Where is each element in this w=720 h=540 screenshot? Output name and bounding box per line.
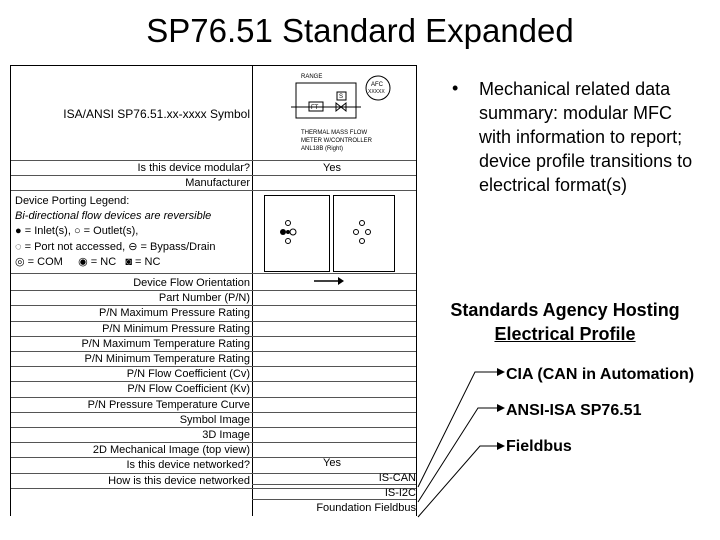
property-label: 2D Mechanical Image (top view) [92, 444, 250, 457]
property-label: P/N Minimum Pressure Rating [102, 322, 250, 335]
bullet-text: Mechanical related data summary: modular MFC with information to report; device profile transitions to electrical format(s) [479, 79, 693, 195]
legend-bypass: = Bypass/Drain [140, 241, 216, 253]
modular-label: Is this device modular? [137, 162, 250, 174]
property-label: P/N Maximum Pressure Rating [99, 307, 250, 320]
legend-outlet: = Outlet(s), [83, 225, 139, 237]
legend-subheading: Bi-directional flow devices are reversible [15, 210, 212, 222]
property-label: P/N Minimum Temperature Rating [84, 353, 250, 365]
network-option-can: IS-CAN [378, 472, 416, 484]
caption-line2: METER W/CONTROLLER [301, 138, 373, 144]
com-icon: ◎ [15, 256, 25, 268]
property-label: Is this device networked? [126, 459, 250, 472]
bullet-icon: • [452, 78, 459, 98]
manufacturer-label: Manufacturer [185, 177, 250, 189]
page-title: SP76.51 Standard Expanded [146, 12, 574, 49]
property-label: Part Number (P/N) [158, 292, 250, 305]
standard-fieldbus: Fieldbus [506, 438, 572, 455]
bypass-icon: ⊖ [128, 241, 138, 253]
outlet-circle-icon: ○ [73, 225, 81, 237]
afc-text: AFC [371, 82, 383, 88]
property-label: Device Flow Orientation [133, 277, 250, 289]
property-label: 3D Image [202, 429, 250, 441]
xxx-text: XXXXX [368, 89, 385, 95]
network-option-fieldbus: Foundation Fieldbus [316, 502, 416, 514]
nc2-icon: ◙ [125, 256, 132, 268]
network-option-i2c: IS-I2C [384, 487, 416, 499]
symbol-label: ISA/ANSI SP76.51.xx-xxxx Symbol [63, 107, 250, 121]
inlet-dot-icon: ● [15, 225, 22, 237]
standard-ansi-isa: ANSI-ISA SP76.51 [506, 402, 642, 419]
agency-heading [420, 298, 710, 346]
property-label: P/N Pressure Temperature Curve [87, 398, 250, 411]
nc-icon: ◉ [78, 256, 88, 268]
caption-line3: ANL18B (Right) [301, 146, 344, 152]
caption-line1: THERMAL MASS FLOW [301, 130, 368, 136]
legend-not-accessed: = Port not accessed, [24, 241, 126, 253]
modular-value: Yes [323, 162, 341, 174]
property-label: Symbol Image [179, 413, 250, 426]
agency-line2: Electrical Profile [494, 324, 636, 344]
legend-com: = COM [27, 256, 63, 268]
legend-nc2: = NC [135, 256, 161, 268]
ft-text: FT [311, 105, 319, 111]
standard-cia: CIA (CAN in Automation) [506, 366, 695, 383]
property-label: How is this device networked [108, 474, 250, 487]
legend-heading: Device Porting Legend: [15, 195, 130, 207]
property-label: P/N Flow Coefficient (Kv) [127, 383, 250, 396]
range-text: RANGE [301, 74, 323, 80]
legend-inlet: = Inlet(s), [24, 225, 71, 237]
not-accessed-icon: ◌ [15, 241, 22, 253]
legend-nc1: = NC [90, 256, 117, 268]
s-text: S [339, 94, 344, 100]
networked-value: Yes [323, 457, 341, 469]
agency-line1: Standards Agency Hosting [450, 300, 680, 320]
property-label: P/N Flow Coefficient (Cv) [126, 368, 250, 381]
property-label: P/N Maximum Temperature Rating [81, 337, 250, 350]
